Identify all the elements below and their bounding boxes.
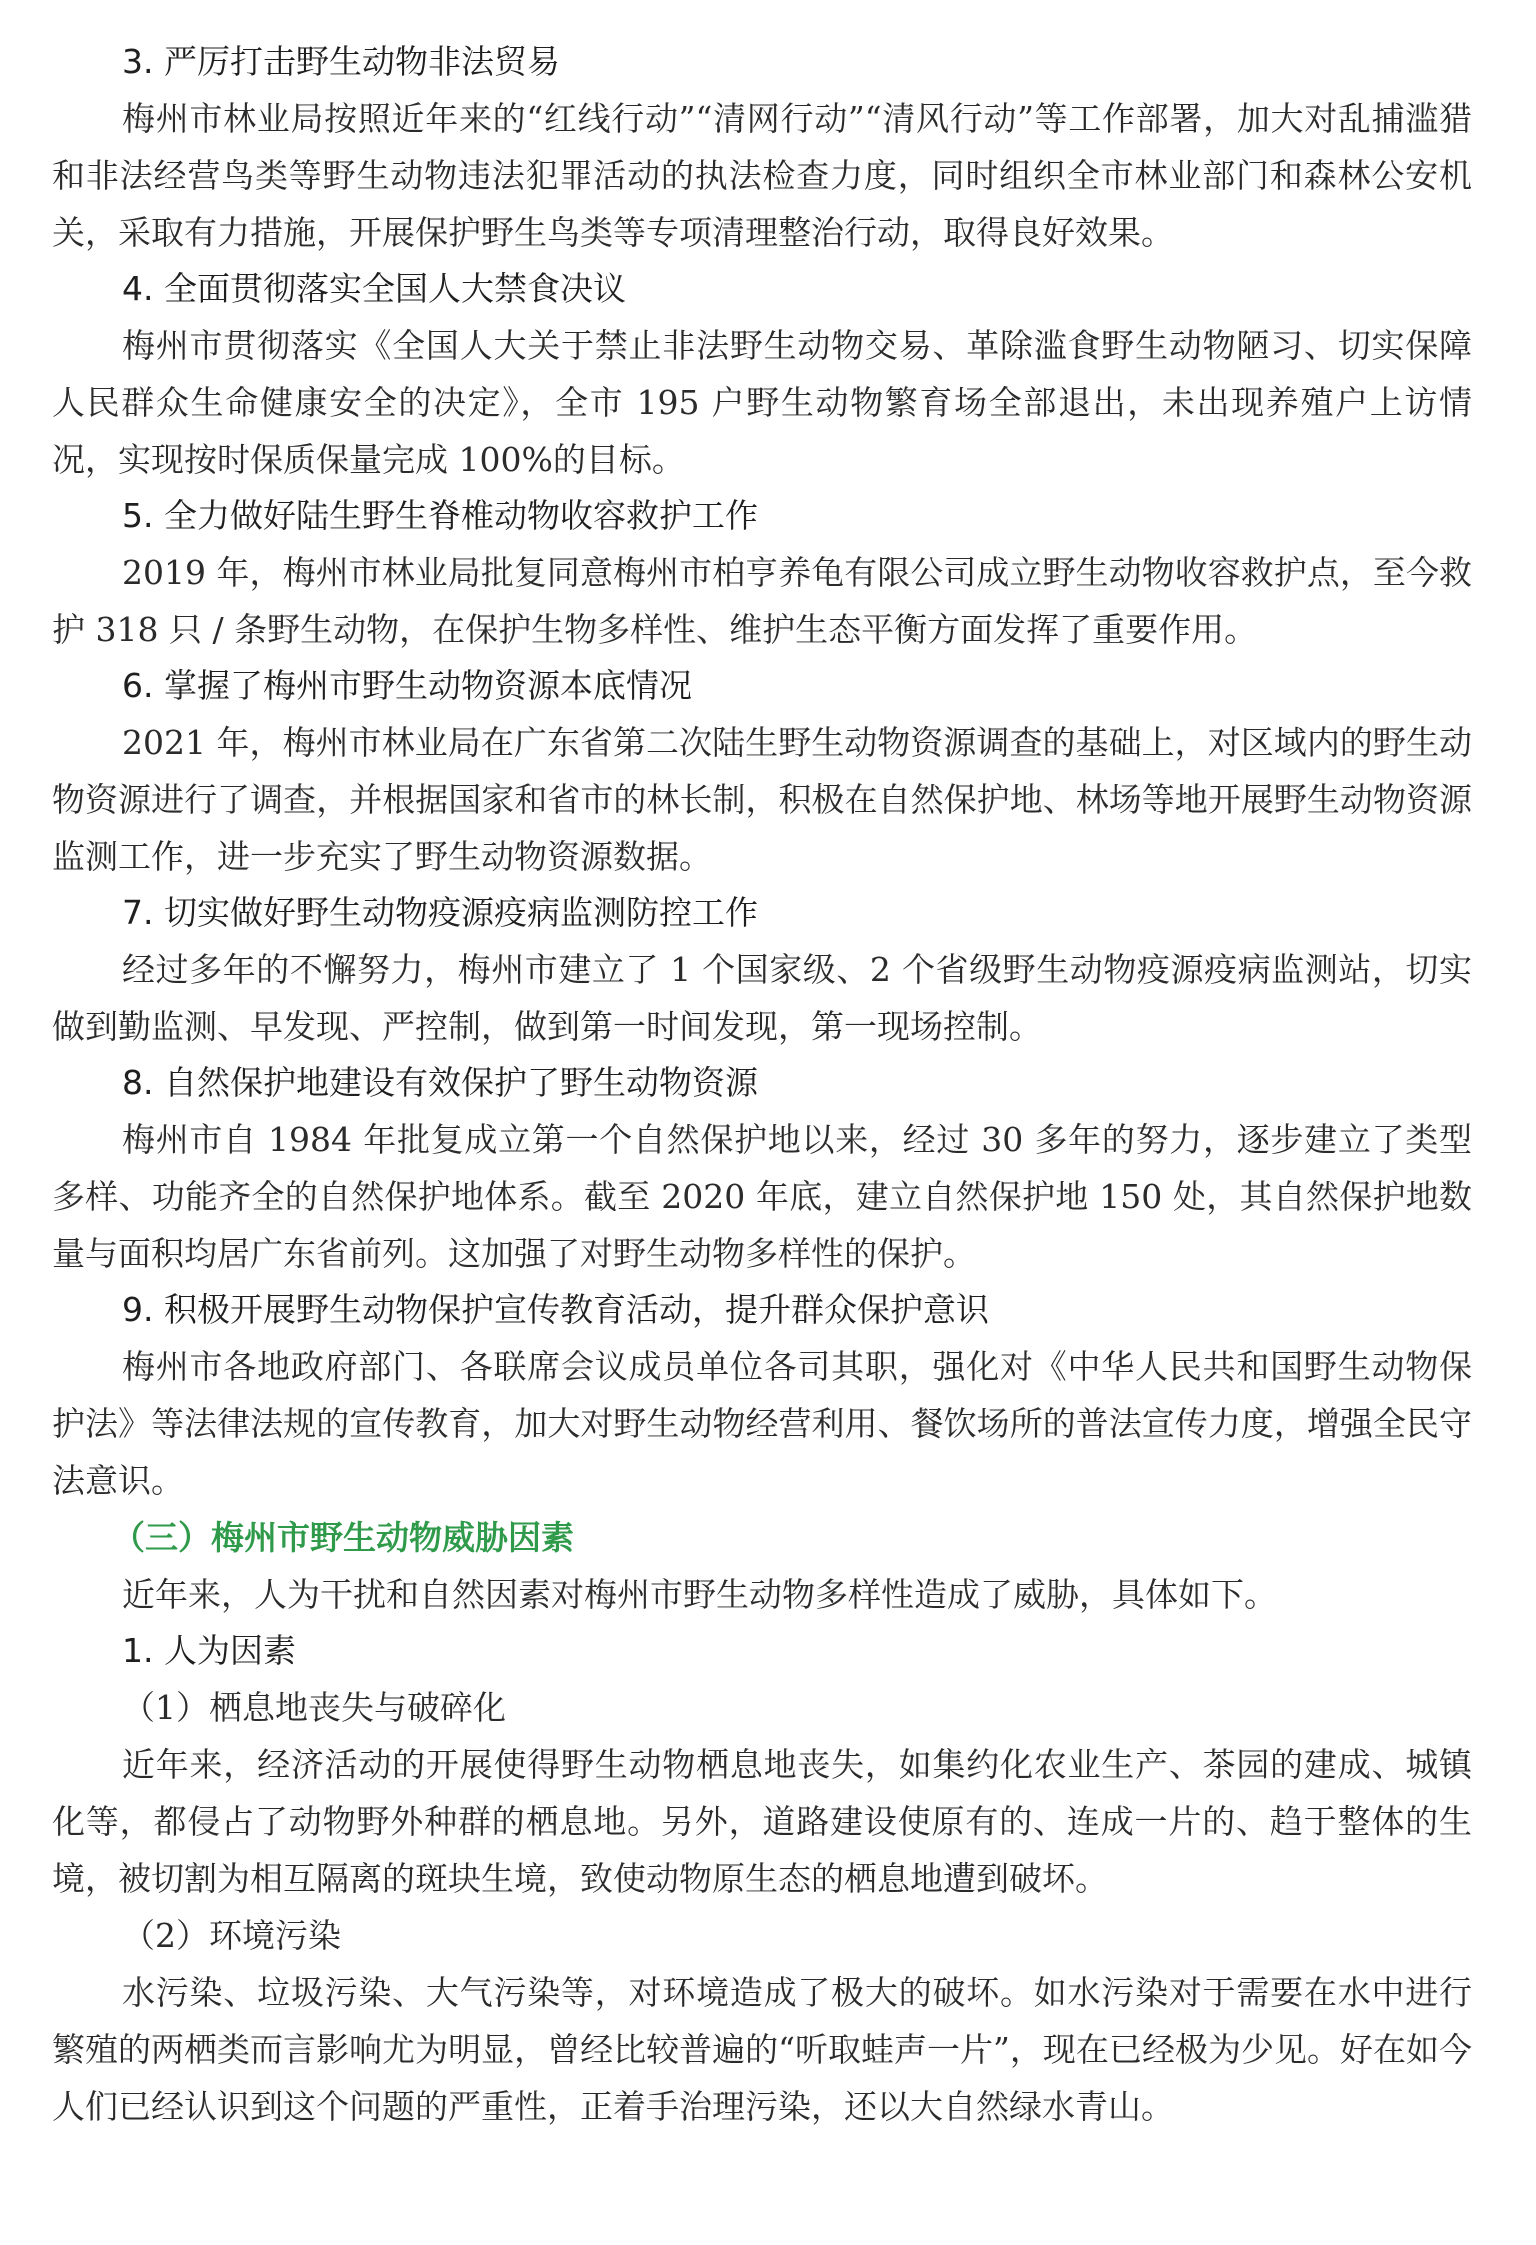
subheading-pollution: （2）环境污染 bbox=[122, 1916, 341, 1955]
paragraph-5: 2019 年，梅州市林业局批复同意梅州市柏亨养龟有限公司成立野生动物收容救护点，至今救护 318 只 / 条野生动物，在保护生物多样性、维护生态平衡方面发挥了重要作用。 bbox=[52, 553, 1472, 649]
paragraph-pollution: 水污染、垃圾污染、大气污染等，对环境造成了极大的破坏。如水污染对于需要在水中进行繁殖的两栖类而言影响尤为明显，曾经比较普遍的“听取蛙声一片”，现在已经极为少见。好在如今人们已经认识到这个问题的严重性，正着手治理污染，还以大自然绿水青山。 bbox=[52, 1973, 1472, 2126]
paragraph-7: 经过多年的不懈努力，梅州市建立了 1 个国家级、2 个省级野生动物疫源疫病监测站，切实做到勤监测、早发现、严控制，做到第一时间发现，第一现场控制。 bbox=[52, 950, 1472, 1046]
subheading-habitat-loss: （1）栖息地丧失与破碎化 bbox=[122, 1688, 506, 1727]
paragraph-habitat-loss: 近年来，经济活动的开展使得野生动物栖息地丧失，如集约化农业生产、茶园的建成、城镇化等，都侵占了动物野外种群的栖息地。另外，道路建设使原有的、连成一片的、趋于整体的生境，被切割为相互隔离的斑块生境，致使动物原生态的栖息地遭到破坏。 bbox=[52, 1745, 1472, 1898]
section-intro: 近年来，人为干扰和自然因素对梅州市野生动物多样性造成了威胁，具体如下。 bbox=[122, 1575, 1277, 1614]
heading-5: 5. 全力做好陆生野生脊椎动物收容救护工作 bbox=[122, 496, 758, 535]
heading-8: 8. 自然保护地建设有效保护了野生动物资源 bbox=[122, 1063, 758, 1102]
heading-4: 4. 全面贯彻落实全国人大禁食决议 bbox=[122, 269, 626, 308]
heading-human-factors: 1. 人为因素 bbox=[122, 1631, 296, 1670]
paragraph-6: 2021 年，梅州市林业局在广东省第二次陆生野生动物资源调查的基础上，对区域内的野生动物资源进行了调查，并根据国家和省市的林长制，积极在自然保护地、林场等地开展野生动物资源监测工作，进一步充实了野生动物资源数据。 bbox=[52, 723, 1472, 876]
paragraph-4: 梅州市贯彻落实《全国人大关于禁止非法野生动物交易、革除滥食野生动物陋习、切实保障人民群众生命健康安全的决定》，全市 195 户野生动物繁育场全部退出，未出现养殖户上访情况，实现按时保质保量完成 100%的目标。 bbox=[52, 326, 1472, 479]
paragraph-9: 梅州市各地政府部门、各联席会议成员单位各司其职，强化对《中华人民共和国野生动物保护法》等法律法规的宣传教育，加大对野生动物经营利用、餐饮场所的普法宣传力度，增强全民守法意识。 bbox=[52, 1347, 1472, 1500]
document-page bbox=[52, 34, 1472, 2135]
heading-9: 9. 积极开展野生动物保护宣传教育活动，提升群众保护意识 bbox=[122, 1290, 989, 1329]
paragraph-8: 梅州市自 1984 年批复成立第一个自然保护地以来，经过 30 多年的努力，逐步建立了类型多样、功能齐全的自然保护地体系。截至 2020 年底，建立自然保护地 150 处，其自然保护地数量与面积均居广东省前列。这加强了对野生动物多样性的保护。 bbox=[52, 1120, 1472, 1273]
paragraph-3: 梅州市林业局按照近年来的“红线行动”“清网行动”“清风行动”等工作部署，加大对乱捕滥猎和非法经营鸟类等野生动物违法犯罪活动的执法检查力度，同时组织全市林业部门和森林公安机关，采取有力措施，开展保护野生鸟类等专项清理整治行动，取得良好效果。 bbox=[52, 99, 1472, 252]
section-heading-threats: （三）梅州市野生动物威胁因素 bbox=[112, 1518, 574, 1557]
heading-6: 6. 掌握了梅州市野生动物资源本底情况 bbox=[122, 666, 692, 705]
heading-3: 3. 严厉打击野生动物非法贸易 bbox=[122, 42, 560, 81]
heading-7: 7. 切实做好野生动物疫源疫病监测防控工作 bbox=[122, 893, 758, 932]
